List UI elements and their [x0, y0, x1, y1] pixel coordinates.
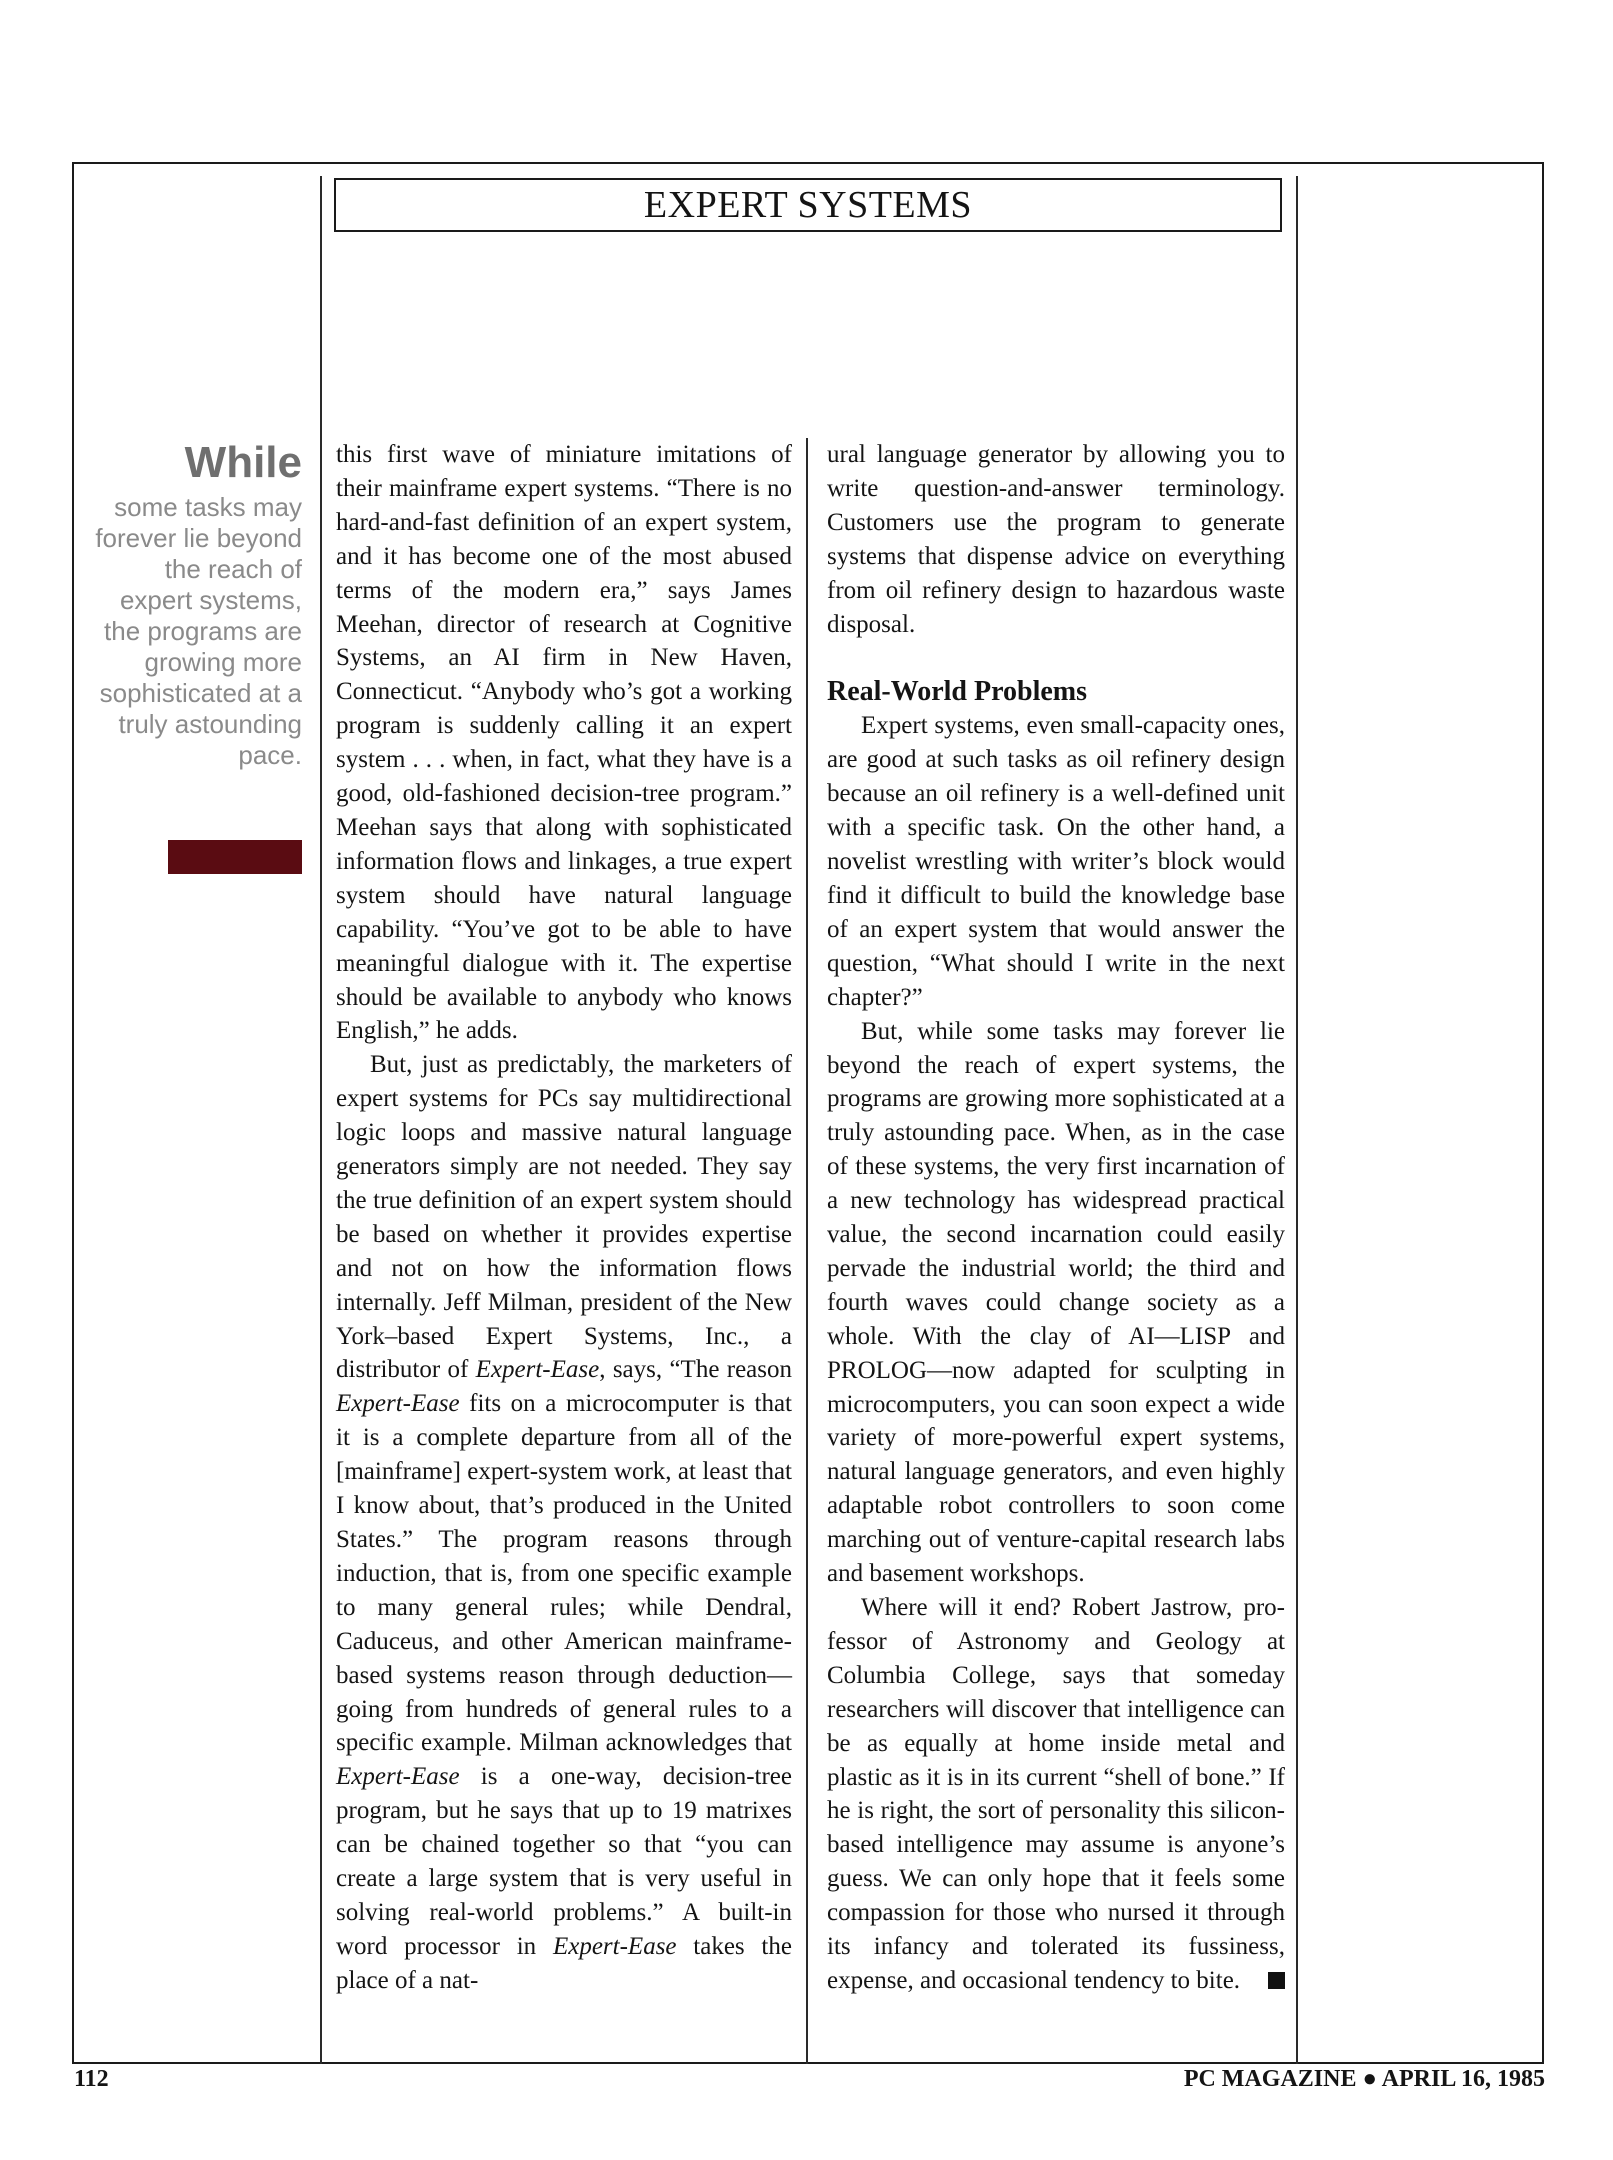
- product-name: Expert-Ease: [552, 1932, 677, 1960]
- section-header: EXPERT SYSTEMS: [334, 178, 1282, 232]
- paragraph: this first wave of miniature imitations of their mainframe expert systems. “There is no hard-and-fast definition of an expert system, and it has become one of the most abused terms of the modern era,” says James Meehan, director of research at Cognitive Systems, an AI firm in New Haven, Connecticut. “Anybody who’s got a working program is suddenly calling it an expert system . . . when, in fact, what they have is a good, old-fashioned decision-tree program.” Meehan says that along with sophisticated information flows and linkages, a true expert system should have natural language capability. “You’ve got to be able to have meaningful dialogue with it. The expertise should be available to anybody who knows English,” he adds.: [336, 441, 792, 1045]
- section-subheading: Real-World Problems: [827, 676, 1088, 708]
- end-of-article-mark: [1268, 1972, 1285, 1989]
- paragraph: ural language generator by allowing you to write question-and-answer terminology. Customers use the program to generate systems that dispense advice on everything from oil refinery design to hazardous waste disposal.: [827, 441, 1285, 638]
- paragraph: But, while some tasks may forever lie beyond the reach of expert systems, the programs are growing more sophisticated at a truly astounding pace. When, as in the case of these systems, the very first incarnation of a new technology has widespread practical value, the second incarnation could easily pervade the industrial world; the third and fourth waves could change society as a whole. With the clay of AI—LISP and PROLOG—now adapted for sculpting in microcomputers, you can soon expect a wide variety of more-powerful expert systems, natural language generators, and even highly adaptable robot controllers to soon come marching out of venture-capital research labs and basement workshops.: [827, 1017, 1285, 1588]
- page-number: 112: [74, 2066, 109, 2092]
- paragraph: Expert systems, even small-capacity ones, are good at such tasks as oil refinery design because an oil refinery is a well-defined unit with a specific task. On the other hand, a novelist wrestling with writer’s block would find it difficult to build the knowledge base of an expert system that would answer the question, “What should I write in the next chapter?”: [827, 712, 1285, 1011]
- article-column-1: [336, 438, 792, 1998]
- paragraph: Where will it end? Robert Jastrow, professor of Astronomy and Geology at Columbia College, says that someday researchers will discover that intelligence can be as equally at home inside metal and plastic as it is in its current “shell of bone.” If he is right, the sort of personality this silicon-based intelligence may assume is anyone’s guess. We can only hope that it feels some compassion for those who nursed it through its infancy and tolerated its fussiness, expense, and occasional tendency to bite.: [827, 1594, 1285, 1994]
- pull-quote-body: some tasks may forever lie beyond the reach of expert systems, the programs are growing more sophisticated at a truly astounding pace.: [95, 492, 302, 770]
- pull-quote-lead: While: [184, 438, 302, 487]
- pull-quote: [90, 438, 302, 771]
- article-column-2: [827, 438, 1285, 1998]
- product-name: Expert-Ease: [336, 1390, 460, 1418]
- product-name: Expert-Ease: [475, 1356, 600, 1384]
- column-rule-right: [1296, 176, 1298, 2064]
- column-rule-left: [320, 176, 322, 2064]
- pull-quote-accent-bar: [168, 840, 302, 874]
- paragraph: But, just as predictably, the marketers of expert systems for PCs say multidirectional logic loops and massive natural language generators simply are not needed. They say the true definition of an expert system should be based on whether it provides expertise and not on how the information flows internally. Jeff Milman, president of the New York–based Expert Systems, Inc., a distributor of Expert-Ease, says, “The reason Expert-Ease fits on a microcomputer is that it is a complete departure from all of the [mainframe] expert-system work, at least that I know about, that’s produced in the United States.” The program reasons through induction, that is, from one specific example to many general rules; while Dendral, Caduceus, and other American mainframe-based systems reason through deduction—going from hundreds of general rules to a specific example. Milman acknowledges that Expert-Ease is a one-way, decision-tree program, but he says that up to 19 matrixes can be chained together so that “you can create a large system that is very useful in solving real-world problems.” A built-in word processor in Expert-Ease takes the place of a nat-: [336, 1051, 793, 1994]
- publication-line: PC MAGAZINE ● APRIL 16, 1985: [1183, 2066, 1545, 2092]
- product-name: Expert-Ease: [336, 1763, 460, 1791]
- column-rule-middle: [806, 438, 808, 2064]
